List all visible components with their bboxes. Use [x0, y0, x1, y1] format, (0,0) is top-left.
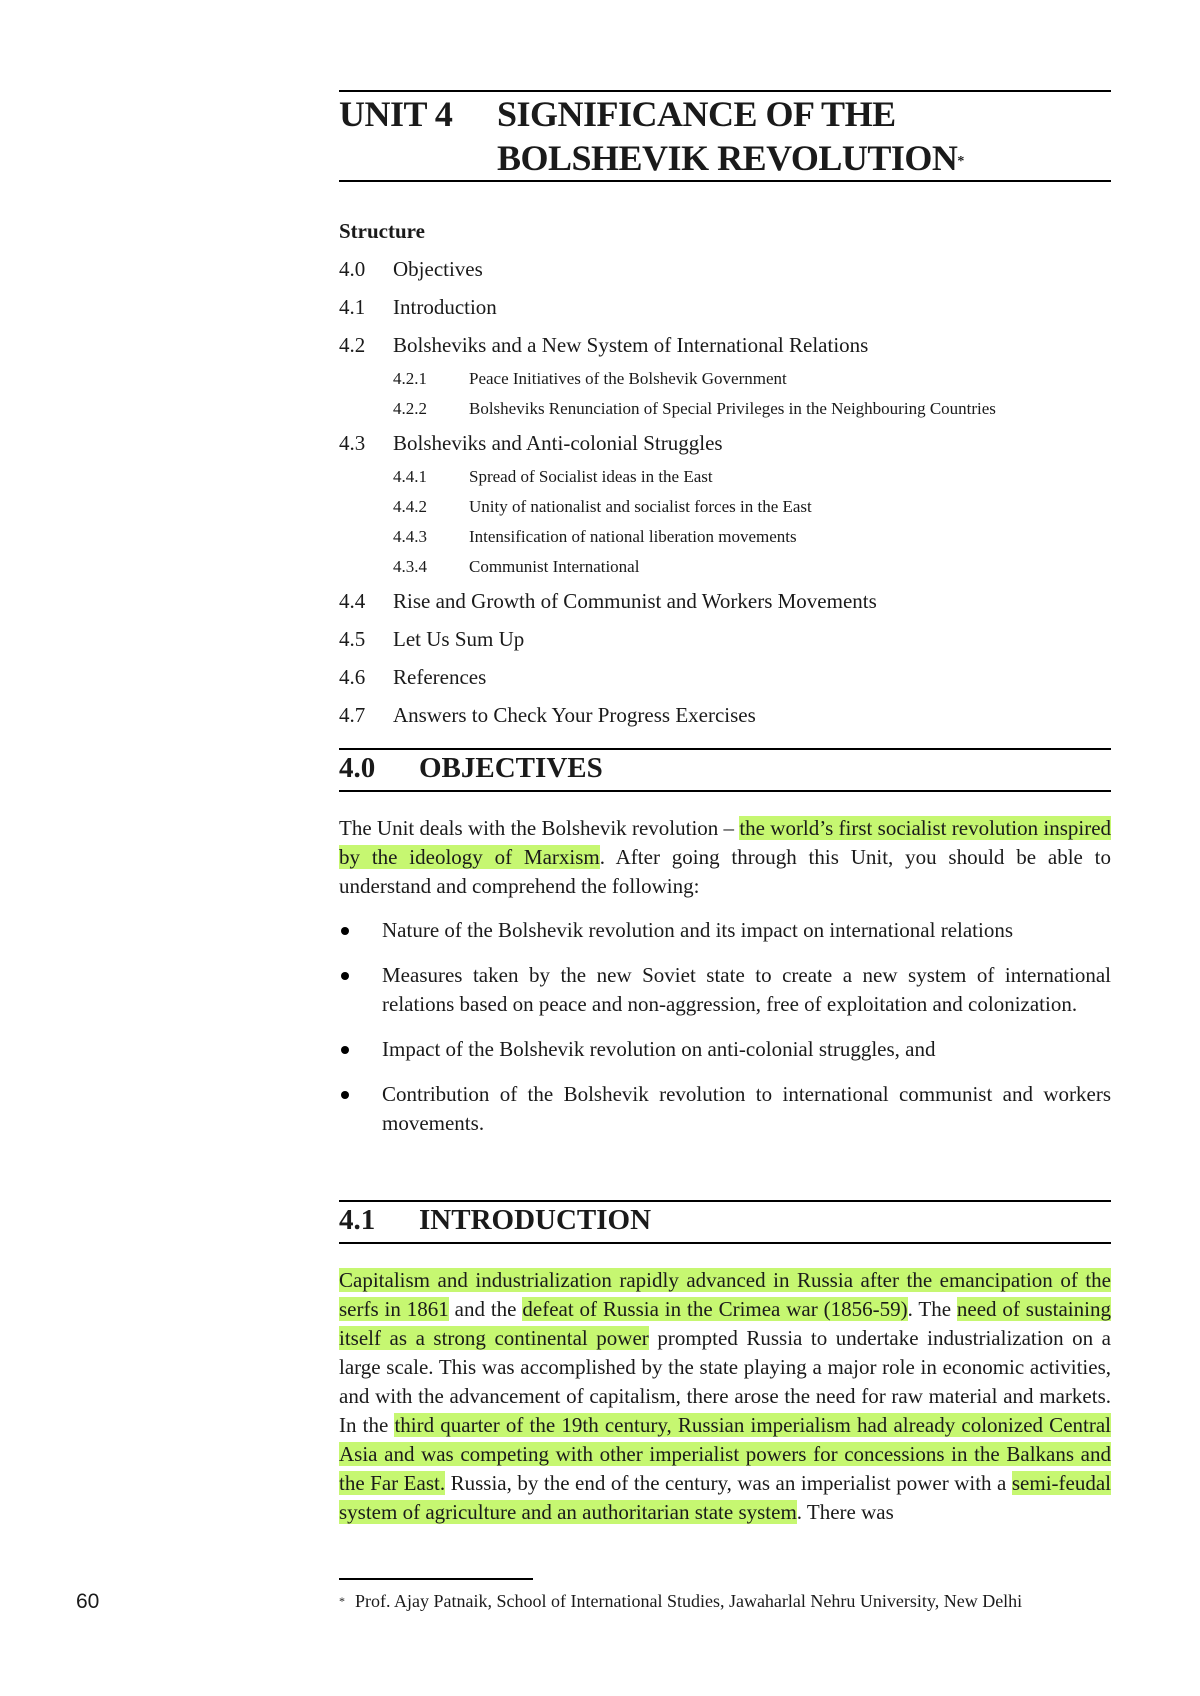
highlighted-text: Capitalism and industrialization rapidly advanced in Russia after the emancipation of the serfs in 1861	[339, 1268, 1111, 1321]
introduction-heading	[339, 1204, 1111, 1237]
highlighted-text: the world’s first socialist revolution inspired by the ideology of Marxism	[339, 816, 1112, 869]
toc-item[interactable]	[339, 250, 1119, 288]
footnote-mark: *	[339, 1594, 345, 1608]
section-number: 4.1	[339, 1204, 376, 1236]
unit-title-line2: BOLSHEVIK REVOLUTION	[497, 138, 958, 178]
bullet-icon	[341, 1046, 349, 1054]
section-title: OBJECTIVES	[419, 752, 603, 784]
toc-subitem[interactable]	[339, 462, 1119, 492]
toc-item[interactable]	[339, 326, 1119, 364]
section-number: 4.0	[339, 752, 376, 784]
toc-subitem[interactable]	[339, 552, 1119, 582]
toc-item[interactable]	[339, 424, 1119, 462]
footnote-marker: *	[957, 154, 964, 169]
toc-label: Intensification of national liberation movements	[469, 527, 797, 546]
text-span: Russia, by the end of the century, was an imperialist power with a	[445, 1471, 1012, 1495]
introduction-top-rule	[339, 1200, 1111, 1202]
page-number: 60	[76, 1590, 100, 1613]
toc-item[interactable]	[339, 696, 1119, 734]
structure-list	[339, 212, 1119, 734]
toc-label: Unity of nationalist and socialist forces in the East	[469, 497, 812, 516]
objectives-list	[339, 916, 1111, 1154]
toc-number: 4.4.1	[393, 467, 427, 486]
toc-label: Answers to Check Your Progress Exercises	[393, 703, 756, 727]
section-title: INTRODUCTION	[419, 1204, 652, 1236]
toc-number: 4.7	[339, 703, 366, 727]
unit-title	[339, 92, 1111, 180]
bullet-icon	[341, 972, 349, 980]
introduction-paragraph	[339, 1266, 1111, 1527]
highlighted-text: semi-feudal system of agriculture and an authoritarian state system	[339, 1471, 1111, 1524]
toc-label: Peace Initiatives of the Bolshevik Government	[469, 369, 787, 388]
introduction-bottom-rule	[339, 1242, 1111, 1244]
toc-number: 4.3	[339, 431, 366, 455]
text-span: and the	[448, 1297, 523, 1321]
list-item	[339, 916, 1111, 945]
toc-number: 4.4.2	[393, 497, 427, 516]
toc-label: Introduction	[393, 295, 497, 319]
unit-title-line1: SIGNIFICANCE OF THE	[497, 94, 896, 134]
objectives-top-rule	[339, 748, 1111, 750]
toc-label: Bolsheviks Renunciation of Special Privileges in the Neighbouring Countries	[469, 399, 996, 418]
toc-subitem[interactable]	[339, 492, 1119, 522]
list-item	[339, 961, 1111, 1019]
bullet-icon	[341, 927, 349, 935]
highlighted-text: defeat of Russia in the Crimea war (1856-59)	[522, 1297, 908, 1321]
footnote-rule	[339, 1578, 533, 1580]
footnote-text: Prof. Ajay Patnaik, School of International Studies, Jawaharlal Nehru University, New Delhi	[355, 1591, 1023, 1611]
footnote	[339, 1589, 1119, 1613]
toc-label: Spread of Socialist ideas in the East	[469, 467, 713, 486]
toc-number: 4.6	[339, 665, 366, 689]
toc-number: 4.4.3	[393, 527, 427, 546]
objectives-intro	[339, 814, 1111, 901]
text-span: . There was	[796, 1500, 894, 1524]
toc-label: Communist International	[469, 557, 640, 576]
list-item	[339, 1035, 1111, 1064]
toc-number: 4.1	[339, 295, 366, 319]
toc-label: Bolsheviks and a New System of International Relations	[393, 333, 869, 357]
highlighted-text: third quarter of the 19th century, Russian imperialism had already colonized Central Asia and was competing with other imperialist powers for concessions in the Balkans and the Far East.	[339, 1413, 1111, 1495]
toc-label: Bolsheviks and Anti-colonial Struggles	[393, 431, 723, 455]
toc-item[interactable]	[339, 658, 1119, 696]
objectives-bottom-rule	[339, 790, 1111, 792]
toc-number: 4.5	[339, 627, 366, 651]
unit-number: UNIT 4	[339, 94, 453, 134]
toc-subitem[interactable]	[339, 522, 1119, 552]
toc-number: 4.2	[339, 333, 366, 357]
toc-label: Rise and Growth of Communist and Workers Movements	[393, 589, 877, 613]
toc-item[interactable]	[339, 288, 1119, 326]
list-item-text: Contribution of the Bolshevik revolution to international communist and workers movements.	[382, 1082, 1111, 1135]
toc-number: 4.2.1	[393, 369, 427, 388]
structure-heading: Structure	[339, 219, 425, 243]
title-bottom-rule	[339, 180, 1111, 182]
list-item-text: Measures taken by the new Soviet state to create a new system of international relations based on peace and non-aggression, free of exploitation and colonization.	[382, 963, 1111, 1016]
toc-number: 4.4	[339, 589, 366, 613]
objectives-heading	[339, 752, 1111, 785]
toc-label: Objectives	[393, 257, 483, 281]
toc-item[interactable]	[339, 620, 1119, 658]
toc-subitem[interactable]	[339, 364, 1119, 394]
list-item-text: Nature of the Bolshevik revolution and its impact on international relations	[382, 918, 1014, 942]
text-span: . After going through this Unit, you should be able to understand and comprehend the following:	[339, 845, 1112, 898]
toc-label: References	[393, 665, 487, 689]
list-item	[339, 1080, 1111, 1138]
toc-number: 4.2.2	[393, 399, 427, 418]
toc-label: Let Us Sum Up	[393, 627, 525, 651]
text-span: . The	[907, 1297, 957, 1321]
highlighted-text: need of sustaining itself as a strong continental power	[339, 1297, 1111, 1350]
bullet-icon	[341, 1091, 349, 1099]
toc-subitem[interactable]	[339, 394, 1119, 424]
list-item-text: Impact of the Bolshevik revolution on anti-colonial struggles, and	[382, 1037, 936, 1061]
text-span: prompted Russia to undertake industrialization on a large scale. This was accomplished by the state playing a major role in economic activities, and with the advancement of capitalism, there arose the need for raw material and markets. In the	[339, 1326, 1111, 1437]
text-span: The Unit deals with the Bolshevik revolution –	[339, 816, 740, 840]
toc-item[interactable]	[339, 582, 1119, 620]
toc-number: 4.0	[339, 257, 366, 281]
toc-number: 4.3.4	[393, 557, 427, 576]
